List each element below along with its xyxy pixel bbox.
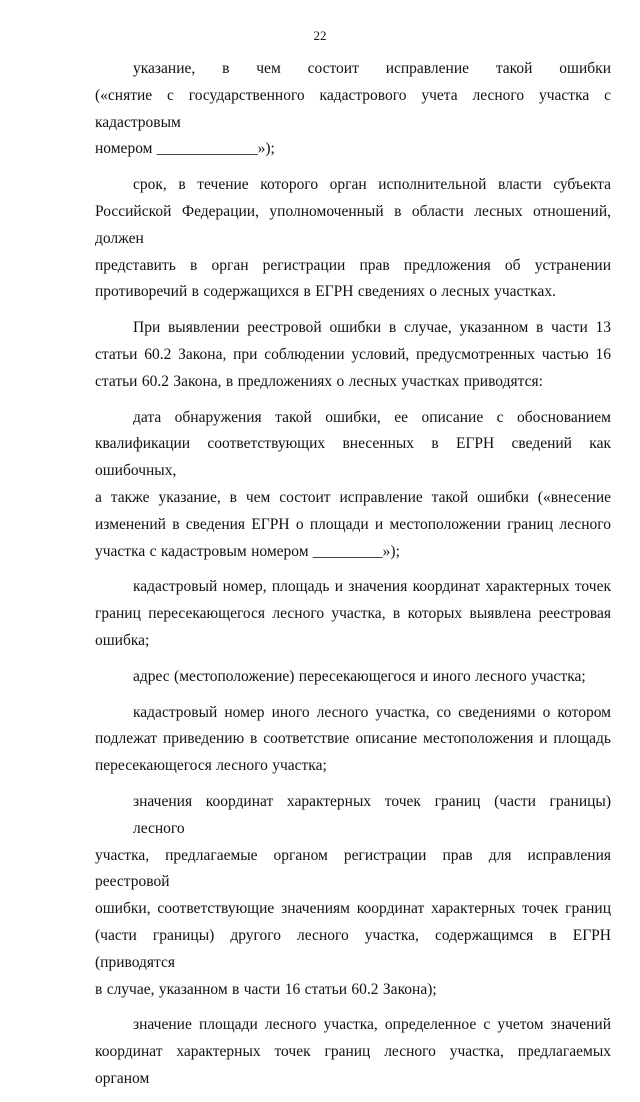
paragraph-line: (части границы) другого лесного участка, содержащимся в ЕГРН (приводятся (95, 926, 611, 971)
paragraph-line: номером _____________»); (95, 140, 275, 158)
paragraph-line: в случае, указанном в части 16 статьи 60.2 Закона); (95, 980, 437, 998)
paragraph-line: статьи 60.2 Закона, в предложениях о лесных участках приводятся: (95, 372, 543, 390)
paragraph (95, 56, 611, 163)
paragraph (95, 789, 611, 1003)
paragraph-line: участка с кадастровым номером _________»); (95, 542, 400, 560)
paragraph-line: значения координат характерных точек границ (части границы) лесного (133, 792, 611, 837)
paragraph-line: а также указание, в чем состоит исправление такой ошибки («внесение (95, 488, 611, 506)
paragraph-line: Российской Федерации, уполномоченный в области лесных отношений, должен (95, 202, 611, 247)
paragraph-line: ошибки, соответствующие значениям координат характерных точек границ (95, 900, 611, 918)
paragraph-line: пересекающегося лесного участка; (95, 757, 327, 775)
paragraph-line: дата обнаружения такой ошибки, ее описание с обоснованием (133, 408, 611, 426)
paragraph-line: изменений в сведения ЕГРН о площади и местоположении границ лесного (95, 515, 611, 533)
paragraph-line: противоречий в содержащихся в ЕГРН сведениях о лесных участках. (95, 283, 556, 301)
paragraph (95, 574, 611, 654)
paragraph-line: срок, в течение которого орган исполнительной власти субъекта (133, 176, 611, 194)
paragraph-line: («снятие с государственного кадастрового учета лесного участка с кадастровым (95, 86, 611, 131)
paragraph (95, 1012, 611, 1092)
paragraph-line: подлежат приведению в соответствие описание местоположения и площадь (95, 730, 611, 748)
paragraph-line: адрес (местоположение) пересекающегося и иного лесного участка; (133, 667, 586, 685)
paragraph-line: статьи 60.2 Закона, при соблюдении условий, предусмотренных частью 16 (95, 345, 611, 363)
paragraph-line: представить в орган регистрации прав предложения об устранении (95, 256, 611, 274)
paragraph-line: участка, предлагаемые органом регистрации прав для исправления реестровой (95, 846, 611, 891)
paragraph-line: значение площади лесного участка, определенное с учетом значений (133, 1016, 611, 1034)
paragraph-line: указание, в чем состоит исправление такой ошибки (133, 60, 611, 77)
page-number: 22 (313, 28, 327, 43)
document-body (95, 56, 611, 1102)
paragraph-line: ошибка; (95, 631, 150, 649)
paragraph (95, 664, 611, 691)
paragraph-line: кадастровый номер, площадь и значения координат характерных точек (133, 578, 611, 596)
paragraph (95, 315, 611, 395)
paragraph-line: координат характерных точек границ лесного участка, предлагаемых органом (95, 1043, 611, 1087)
paragraph (95, 172, 611, 306)
paragraph (95, 405, 611, 566)
paragraph-line: кадастровый номер иного лесного участка, со сведениями о котором (133, 703, 611, 721)
paragraph-line: При выявлении реестровой ошибки в случае, указанном в части 13 (133, 319, 611, 337)
paragraph-line: квалификации соответствующих внесенных в ЕГРН сведений как ошибочных, (95, 435, 611, 480)
paragraph (95, 700, 611, 780)
paragraph-line: границ пересекающегося лесного участка, в которых выявлена реестровая (95, 605, 611, 623)
